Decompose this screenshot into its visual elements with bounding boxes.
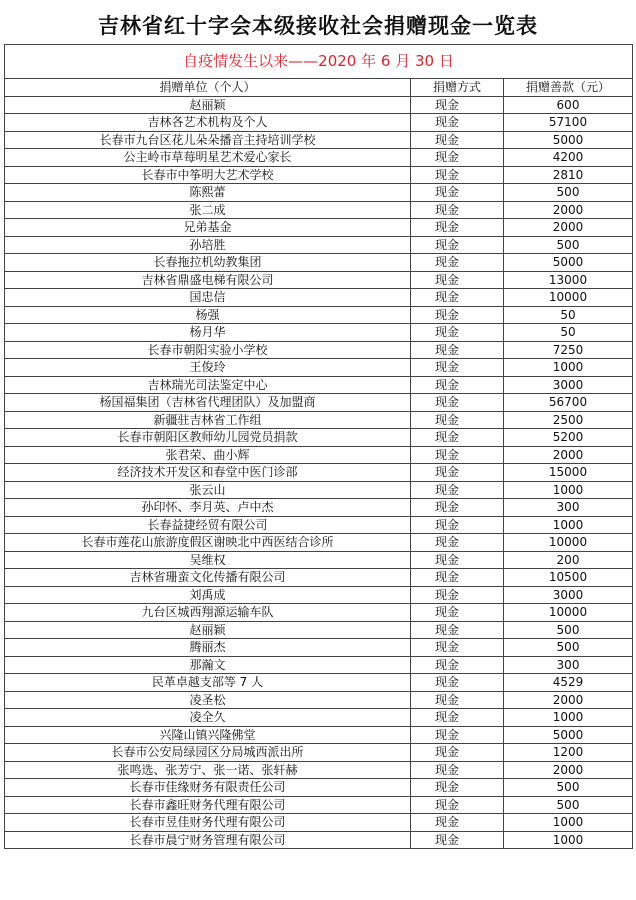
table-row [5,814,633,832]
amount-cell: 5000 [504,254,633,272]
donor-cell: 刘禹成 [5,586,411,604]
table-row [5,744,633,762]
donor-cell: 长春市莲花山旅游度假区谢映北中西医结合诊所 [5,534,411,552]
donor-cell: 长春市朝阳区教师幼儿园党员捐款 [5,429,411,447]
donor-cell: 长春市朝阳实验小学校 [5,341,411,359]
method-cell: 现金 [411,831,504,849]
method-cell: 现金 [411,376,504,394]
table-row [5,656,633,674]
table-row [5,376,633,394]
donor-cell: 长春市鑫旺财务代理有限公司 [5,796,411,814]
table-row [5,166,633,184]
method-cell: 现金 [411,359,504,377]
header-method: 捐赠方式 [411,79,504,97]
amount-cell: 300 [504,499,633,517]
amount-cell: 2000 [504,219,633,237]
method-cell: 现金 [411,394,504,412]
donor-cell: 王俊玲 [5,359,411,377]
method-cell: 现金 [411,516,504,534]
method-cell: 现金 [411,289,504,307]
table-row [5,236,633,254]
table-row [5,394,633,412]
table-row [5,534,633,552]
amount-cell: 2000 [504,691,633,709]
method-cell: 现金 [411,481,504,499]
amount-cell: 5000 [504,726,633,744]
donor-cell: 长春市佳缘财务有限责任公司 [5,779,411,797]
amount-cell: 300 [504,656,633,674]
donor-cell: 长春益捷经贸有限公司 [5,516,411,534]
method-cell: 现金 [411,709,504,727]
donor-cell: 长春市昱佳财务代理有限公司 [5,814,411,832]
method-cell: 现金 [411,814,504,832]
table-row [5,184,633,202]
table-row [5,709,633,727]
table-row [5,639,633,657]
table-row [5,114,633,132]
amount-cell: 1000 [504,516,633,534]
donor-cell: 孙培胜 [5,236,411,254]
method-cell: 现金 [411,569,504,587]
method-cell: 现金 [411,621,504,639]
table-row [5,289,633,307]
table-row [5,481,633,499]
donor-cell: 凌圣松 [5,691,411,709]
donor-cell: 长春市九台区花儿朵朵播音主持培训学校 [5,131,411,149]
table-row [5,254,633,272]
table-row [5,516,633,534]
method-cell: 现金 [411,96,504,114]
method-cell: 现金 [411,114,504,132]
donor-cell: 赵丽颖 [5,96,411,114]
donor-cell: 陈熙蕾 [5,184,411,202]
amount-cell: 5200 [504,429,633,447]
subtitle-row [5,45,633,79]
table-row [5,674,633,692]
table-row [5,341,633,359]
amount-cell: 10500 [504,569,633,587]
donor-cell: 公主岭市草莓明星艺术爱心家长 [5,149,411,167]
method-cell: 现金 [411,166,504,184]
method-cell: 现金 [411,201,504,219]
amount-cell: 2500 [504,411,633,429]
method-cell: 现金 [411,656,504,674]
donor-cell: 兄弟基金 [5,219,411,237]
table-row [5,499,633,517]
donor-cell: 张云山 [5,481,411,499]
donor-cell: 张鸣选、张芳宁、张一诺、张轩赫 [5,761,411,779]
donor-cell: 杨国福集团（吉林省代理团队）及加盟商 [5,394,411,412]
table-row [5,411,633,429]
method-cell: 现金 [411,499,504,517]
method-cell: 现金 [411,534,504,552]
method-cell: 现金 [411,796,504,814]
amount-cell: 500 [504,184,633,202]
donor-cell: 长春市晨宁财务管理有限公司 [5,831,411,849]
header-row [5,79,633,97]
amount-cell: 4529 [504,674,633,692]
donor-cell: 经济技术开发区和春堂中医门诊部 [5,464,411,482]
header-amount: 捐赠善款（元） [504,79,633,97]
amount-cell: 10000 [504,289,633,307]
table-row [5,306,633,324]
method-cell: 现金 [411,674,504,692]
donor-cell: 杨月华 [5,324,411,342]
amount-cell: 3000 [504,586,633,604]
amount-cell: 1000 [504,709,633,727]
amount-cell: 1200 [504,744,633,762]
method-cell: 现金 [411,446,504,464]
donor-cell: 张君荣、曲小辉 [5,446,411,464]
header-donor: 捐赠单位（个人） [5,79,411,97]
amount-cell: 500 [504,639,633,657]
amount-cell: 3000 [504,376,633,394]
table-row [5,621,633,639]
table-row [5,271,633,289]
amount-cell: 56700 [504,394,633,412]
table-row [5,429,633,447]
method-cell: 现金 [411,411,504,429]
table-row [5,359,633,377]
table-row [5,726,633,744]
donor-cell: 长春市中筝明大艺术学校 [5,166,411,184]
amount-cell: 5000 [504,131,633,149]
donor-cell: 新疆驻吉林省工作组 [5,411,411,429]
method-cell: 现金 [411,604,504,622]
donor-cell: 吉林省鼎盛电梯有限公司 [5,271,411,289]
donor-cell: 凌全久 [5,709,411,727]
table-row [5,219,633,237]
table-row [5,604,633,622]
amount-cell: 1000 [504,831,633,849]
donor-cell: 孙印怀、李月英、卢中杰 [5,499,411,517]
donor-cell: 兴隆山镇兴隆佛堂 [5,726,411,744]
amount-cell: 4200 [504,149,633,167]
amount-cell: 1000 [504,814,633,832]
amount-cell: 50 [504,324,633,342]
method-cell: 现金 [411,639,504,657]
table-row [5,586,633,604]
table-row [5,324,633,342]
amount-cell: 500 [504,779,633,797]
amount-cell: 200 [504,551,633,569]
method-cell: 现金 [411,271,504,289]
method-cell: 现金 [411,551,504,569]
method-cell: 现金 [411,761,504,779]
donor-cell: 吉林省珊蛮文化传播有限公司 [5,569,411,587]
method-cell: 现金 [411,341,504,359]
amount-cell: 500 [504,621,633,639]
table-row [5,569,633,587]
table-row [5,149,633,167]
donor-cell: 那瀚文 [5,656,411,674]
table-row [5,446,633,464]
amount-cell: 1000 [504,481,633,499]
donor-cell: 吉林瑞光司法鉴定中心 [5,376,411,394]
donor-cell: 国忠信 [5,289,411,307]
method-cell: 现金 [411,236,504,254]
table-row [5,551,633,569]
donor-cell: 杨强 [5,306,411,324]
table-row [5,796,633,814]
table-row [5,761,633,779]
method-cell: 现金 [411,726,504,744]
amount-cell: 1000 [504,359,633,377]
amount-cell: 7250 [504,341,633,359]
method-cell: 现金 [411,744,504,762]
method-cell: 现金 [411,219,504,237]
donor-cell: 民革卓越支部等 7 人 [5,674,411,692]
method-cell: 现金 [411,586,504,604]
donor-cell: 长春市公安局绿园区分局城西派出所 [5,744,411,762]
donor-cell: 吉林各艺术机构及个人 [5,114,411,132]
amount-cell: 600 [504,96,633,114]
table-row [5,96,633,114]
amount-cell: 500 [504,796,633,814]
method-cell: 现金 [411,306,504,324]
method-cell: 现金 [411,691,504,709]
method-cell: 现金 [411,131,504,149]
amount-cell: 2810 [504,166,633,184]
amount-cell: 13000 [504,271,633,289]
donation-table [4,44,633,849]
donor-cell: 张二成 [5,201,411,219]
donor-cell: 腾丽杰 [5,639,411,657]
table-row [5,201,633,219]
method-cell: 现金 [411,324,504,342]
method-cell: 现金 [411,254,504,272]
amount-cell: 2000 [504,446,633,464]
method-cell: 现金 [411,429,504,447]
donor-cell: 吴维权 [5,551,411,569]
method-cell: 现金 [411,184,504,202]
method-cell: 现金 [411,779,504,797]
table-row [5,464,633,482]
amount-cell: 10000 [504,604,633,622]
donor-cell: 九台区城西翔源运输车队 [5,604,411,622]
table-row [5,691,633,709]
donor-cell: 赵丽颖 [5,621,411,639]
amount-cell: 500 [504,236,633,254]
table-row [5,131,633,149]
method-cell: 现金 [411,464,504,482]
table-row [5,779,633,797]
amount-cell: 2000 [504,201,633,219]
amount-cell: 15000 [504,464,633,482]
date-range-subtitle: 自疫情发生以来——2020 年 6 月 30 日 [5,45,633,79]
donor-cell: 长春拖拉机幼教集团 [5,254,411,272]
document-title: 吉林省红十字会本级接收社会捐赠现金一览表 [98,14,538,38]
amount-cell: 50 [504,306,633,324]
amount-cell: 57100 [504,114,633,132]
table-row [5,831,633,849]
method-cell: 现金 [411,149,504,167]
amount-cell: 2000 [504,761,633,779]
amount-cell: 10000 [504,534,633,552]
